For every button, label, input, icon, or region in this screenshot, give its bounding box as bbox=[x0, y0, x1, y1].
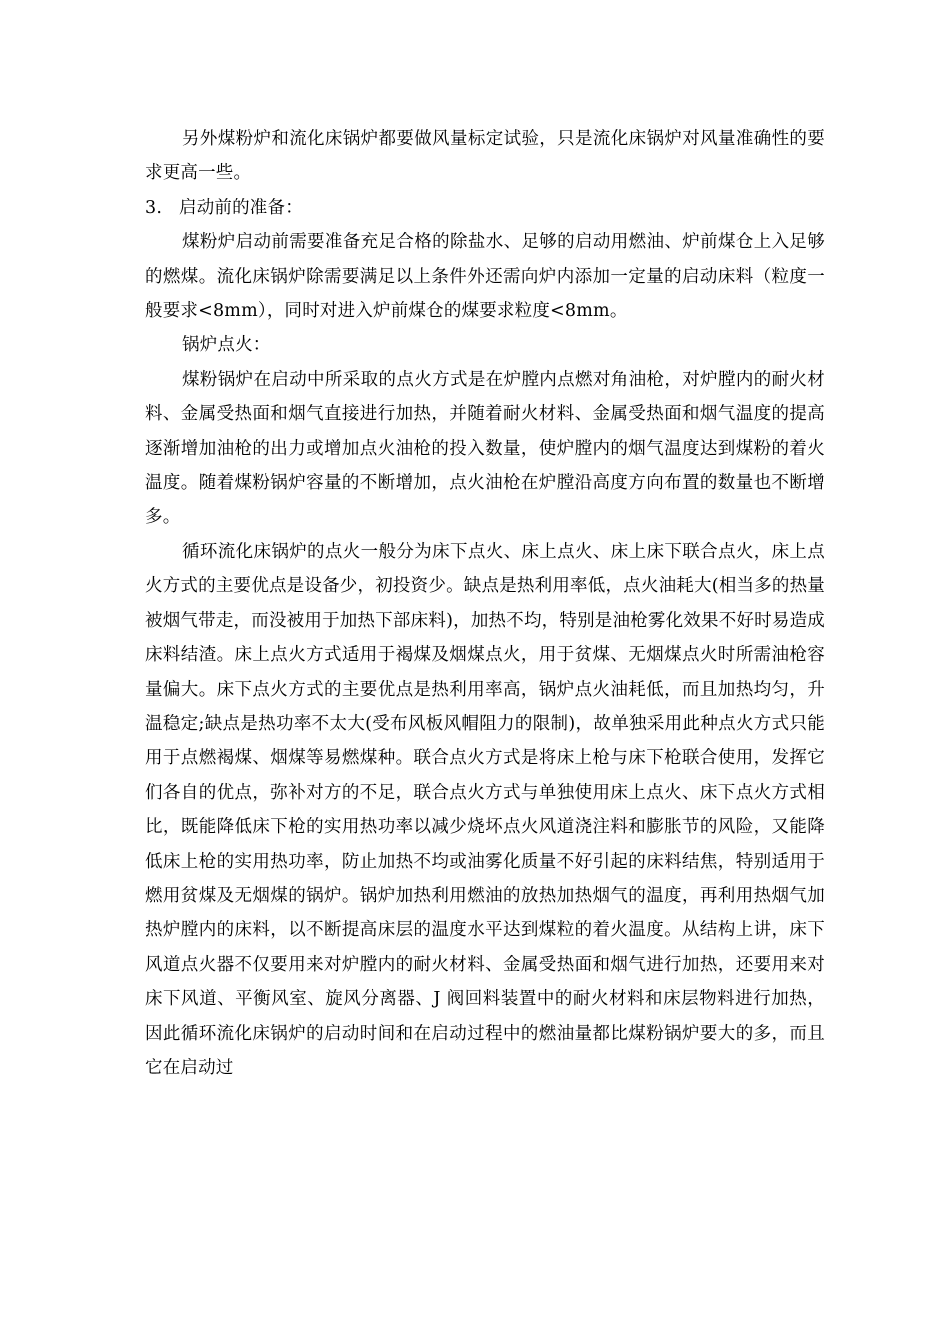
paragraph-pulverized-coal-ignition: 煤粉锅炉在启动中所采取的点火方式是在炉膛内点燃对角油枪，对炉膛内的耐火材料、金属受热面和烟气直接进行加热，并随着耐火材料、金属受热面和烟气温度的提高逐渐增加油枪的出力或增加点火油枪的投入数量，使炉膛内的烟气温度达到煤粉的着火温度。随着煤粉锅炉容量的不断增加，点火油枪在炉膛沿高度方向布置的数量也不断增多。 bbox=[145, 369, 825, 528]
document-page bbox=[145, 122, 825, 1085]
section-heading-startup-preparation bbox=[145, 191, 825, 225]
paragraph-air-calibration: 另外煤粉炉和流化床锅炉都要做风量标定试验，只是流化床锅炉对风量准确性的要求更高一些。 bbox=[145, 129, 825, 184]
paragraph-preparation: 煤粉炉启动前需要准备充足合格的除盐水、足够的启动用燃油、炉前煤仓上入足够的燃煤。流化床锅炉除需要满足以上条件外还需向炉内添加一定量的启动床料（粒度一般要求<8mm），同时对进入炉前煤仓的煤要求粒度<8mm。 bbox=[145, 232, 825, 322]
paragraph-cfb-ignition: 循环流化床锅炉的点火一般分为床下点火、床上点火、床上床下联合点火，床上点火方式的主要优点是设备少，初投资少。缺点是热利用率低，点火油耗大(相当多的热量被烟气带走，而没被用于加热下部床料)，加热不均，特别是油枪雾化效果不好时易造成床料结渣。床上点火方式适用于褐煤及烟煤点火，用于贫煤、无烟煤点火时所需油枪容量偏大。床下点火方式的主要优点是热利用率高，锅炉点火油耗低，而且加热均匀，升温稳定;缺点是热功率不太大(受布风板风帽阻力的限制)，故单独采用此种点火方式只能用于点燃褐煤、烟煤等易燃煤种。联合点火方式是将床上枪与床下枪联合使用，发挥它们各自的优点，弥补对方的不足，联合点火方式与单独使用床上点火、床下点火方式相比，既能降低床下枪的实用热功率以减少烧坏点火风道浇注料和膨胀节的风险，又能降低床上枪的实用热功率，防止加热不均或油雾化质量不好引起的床料结焦，特别适用于燃用贫煤及无烟煤的锅炉。锅炉加热利用燃油的放热加热烟气的温度，再利用热烟气加热炉膛内的床料，以不断提高床层的温度水平达到煤粒的着火温度。从结构上讲，床下风道点火器不仅要用来对炉膛内的耐火材料、金属受热面和烟气进行加热，还要用来对床下风道、平衡风室、旋风分离器、J 阀回料装置中的耐火材料和床层物料进行加热，因此循环流化床锅炉的启动时间和在启动过程中的燃油量都比煤粉锅炉要大的多，而且它在启动过 bbox=[145, 541, 825, 1078]
section-number: 3. bbox=[145, 197, 163, 218]
paragraph-ignition-heading: 锅炉点火： bbox=[182, 335, 271, 356]
section-title: 启动前的准备： bbox=[179, 197, 303, 218]
